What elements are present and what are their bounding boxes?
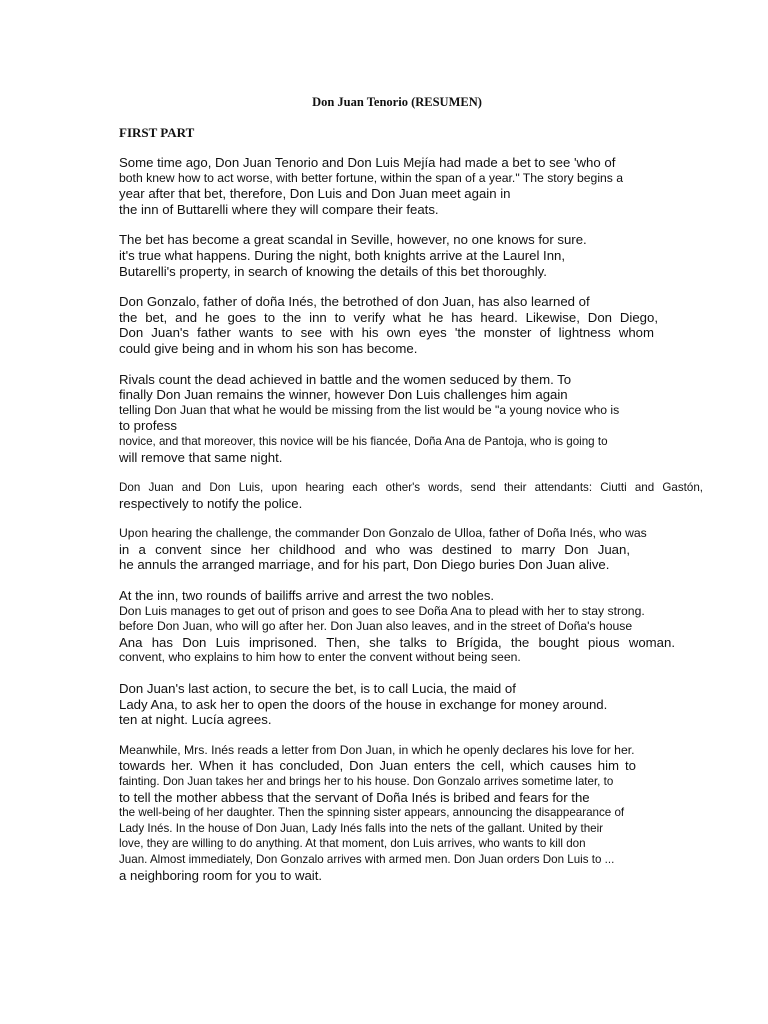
paragraph xyxy=(119,480,715,511)
paragraph xyxy=(119,372,715,466)
text-line: both knew how to act worse, with better fortune, within the span of a year." The story begins a xyxy=(119,170,624,185)
text-line: Juan. Almost immediately, Don Gonzalo arrives with armed men. Don Juan orders Don Luis to ... xyxy=(119,852,615,866)
text-line: convent, who explains to him how to enter the convent without being seen. xyxy=(119,650,521,665)
document-body xyxy=(119,155,715,898)
text-line: Don Luis manages to get out of prison and goes to see Doña Ana to plead with her to stay strong. xyxy=(119,603,645,618)
text-line: before Don Juan, who will go after her. Don Juan also leaves, and in the street of Doña's house xyxy=(119,619,633,634)
section-heading: FIRST PART xyxy=(119,125,195,140)
text-line: he annuls the arranged marriage, and for his part, Don Diego buries Don Juan alive. xyxy=(119,557,610,573)
text-line: towards her. When it has concluded, Don Juan enters the cell, which causes him to xyxy=(119,758,636,774)
text-line: Lady Inés. In the house of Don Juan, Lady Inés falls into the nets of the gallant. United by their xyxy=(119,821,604,835)
text-line: it's true what happens. During the night, both knights arrive at the Laurel Inn, xyxy=(119,247,566,263)
text-line: ten at night. Lucía agrees. xyxy=(119,712,272,728)
text-line: Upon hearing the challenge, the commander Don Gonzalo de Ulloa, father of Doña Inés, who was xyxy=(119,526,647,541)
text-line: Don Juan's last action, to secure the bet, is to call Lucia, the maid of xyxy=(119,681,516,697)
text-line: finally Don Juan remains the winner, however Don Luis challenges him again xyxy=(119,387,568,403)
text-line: the well-being of her daughter. Then the spinning sister appears, announcing the disappearance of xyxy=(119,806,625,820)
text-line: Some time ago, Don Juan Tenorio and Don Luis Mejía had made a bet to see 'who of xyxy=(119,155,616,170)
text-line: year after that bet, therefore, Don Luis and Don Juan meet again in xyxy=(119,186,511,202)
paragraph xyxy=(119,681,715,728)
paragraph xyxy=(119,232,715,279)
text-line: the bet, and he goes to the inn to verify what he has heard. Likewise, Don Diego, xyxy=(119,309,658,325)
text-line: the inn of Buttarelli where they will compare their feats. xyxy=(119,201,439,217)
text-line: to profess xyxy=(119,418,177,434)
paragraph xyxy=(119,743,715,883)
text-line: Don Gonzalo, father of doña Inés, the betrothed of don Juan, has also learned of xyxy=(119,294,590,310)
paragraph xyxy=(119,588,715,666)
text-line: a neighboring room for you to wait. xyxy=(119,867,323,883)
text-line: in a convent since her childhood and who was destined to marry Don Juan, xyxy=(119,541,630,557)
text-line: Don Juan and Don Luis, upon hearing each other's words, send their attendants: Ciutti and Gastón, xyxy=(119,481,703,495)
text-line: Ana has Don Luis imprisoned. Then, she talks to Brígida, the bought pious woman. xyxy=(119,634,675,650)
text-line: Meanwhile, Mrs. Inés reads a letter from Don Juan, in which he openly declares his love for her. xyxy=(119,742,635,757)
text-line: to tell the mother abbess that the servant of Doña Inés is bribed and fears for the xyxy=(119,789,590,805)
text-line: respectively to notify the police. xyxy=(119,495,303,511)
text-line: Don Juan's father wants to see with his own eyes 'the monster of lightness whom xyxy=(119,325,654,341)
text-line: fainting. Don Juan takes her and brings her to his house. Don Gonzalo arrives sometime later, to xyxy=(119,775,614,788)
paragraph xyxy=(119,294,715,356)
text-line: The bet has become a great scandal in Seville, however, no one knows for sure. xyxy=(119,232,587,248)
text-line: love, they are willing to do anything. At that moment, don Luis arrives, who wants to kill don xyxy=(119,837,586,851)
text-line: At the inn, two rounds of bailiffs arrive and arrest the two nobles. xyxy=(119,588,495,604)
paragraph xyxy=(119,526,715,573)
text-line: Rivals count the dead achieved in battle and the women seduced by them. To xyxy=(119,371,572,387)
text-line: could give being and in whom his son has become. xyxy=(119,340,418,356)
text-line: Butarelli's property, in search of knowing the details of this bet thoroughly. xyxy=(119,263,547,279)
paragraph xyxy=(119,155,715,217)
document-title: Don Juan Tenorio (RESUMEN) xyxy=(312,95,482,109)
text-line: novice, and that moreover, this novice will be his fiancée, Doña Ana de Pantoja, who is going to xyxy=(119,434,608,448)
text-line: telling Don Juan that what he would be missing from the list would be "a young novice who is xyxy=(119,402,620,417)
text-line: will remove that same night. xyxy=(119,449,283,465)
text-line: Lady Ana, to ask her to open the doors of the house in exchange for money around. xyxy=(119,696,608,712)
